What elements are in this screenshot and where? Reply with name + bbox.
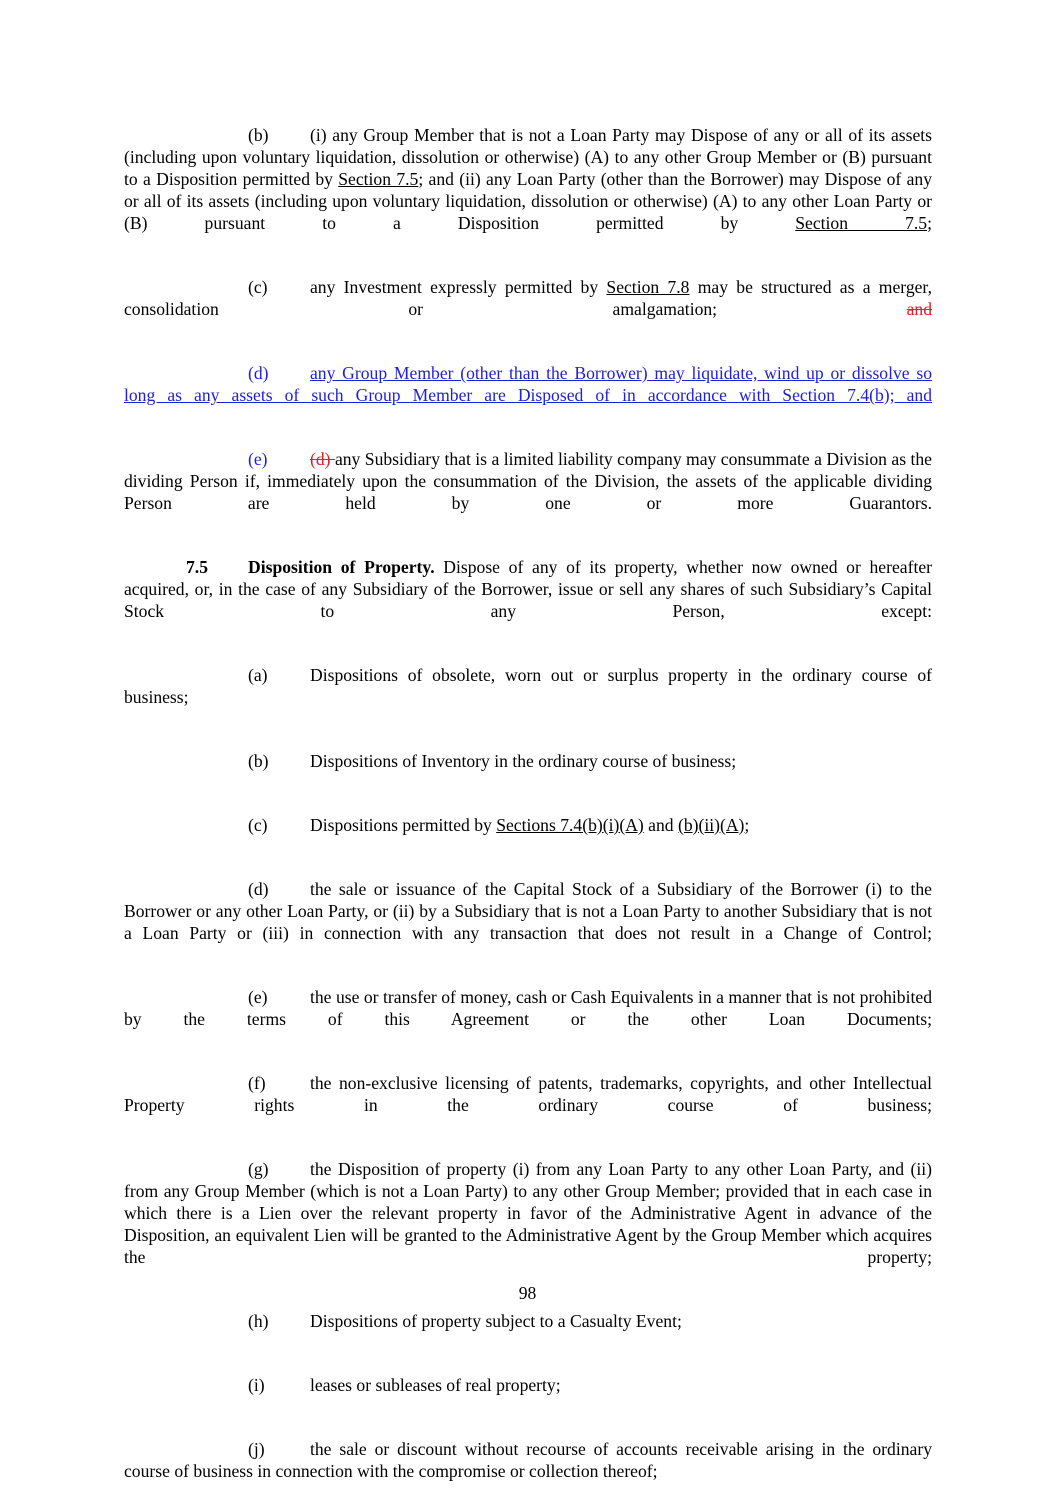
item-text: Dispositions of property subject to a Casualty Event; [310,1311,682,1331]
item-label: (b) [248,751,269,771]
item-b-inventory [124,750,932,794]
section-reference: Section 7.5 [338,169,419,189]
paragraph-c-investment-merger [124,276,932,342]
item-text: the Disposition of property (i) from any Loan Party to any other Loan Party, and (ii) from any Group Member (which is not a Loan Party) to any other Group Member; provided that in each case in which there is a Lien over the relevant property in favor of the Administrative Agent in advance of the Disposition, an equivalent Lien will be granted to the Administrative Agent by the Group Member which acquires the property; [124,1159,932,1267]
item-label: (i) [248,1375,265,1395]
deleted-text: and [906,299,932,319]
item-text: ; [744,815,750,835]
paragraph-text: any Investment expressly permitted by [310,277,607,297]
item-j-accounts-receivable [124,1438,932,1482]
deleted-text: (d) [310,449,335,469]
item-text: Dispositions of Inventory in the ordinary course of business; [310,751,737,771]
item-text: and [643,815,678,835]
item-h-casualty-event [124,1310,932,1354]
item-f-licensing [124,1072,932,1138]
page-number: 98 [518,1283,537,1303]
item-label: (c) [248,815,268,835]
paragraph-label: (d) [248,363,269,383]
item-c-permitted-dispositions [124,814,932,858]
item-text: the non-exclusive licensing of patents, trademarks, copyrights, and other Intellectual Property rights in the ordinary course of business; [124,1073,932,1115]
paragraph-text: Dispose of any of its property, whether now owned or hereafter acquired, or, in the case of any Subsidiary of the Borrower, issue or sell any shares of such Subsidiary’s Capital Stock to any Person, except: [124,557,932,621]
paragraph-label: (c) [248,277,268,297]
item-text: the sale or discount without recourse of accounts receivable arising in the ordinary course of business in connection with the compromise or collection thereof; [124,1439,932,1481]
item-i-leases [124,1374,932,1418]
item-text: Dispositions of obsolete, worn out or surplus property in the ordinary course of business; [124,665,932,707]
item-label: (g) [248,1159,269,1179]
section-reference: (b)(ii)(A) [677,815,745,835]
item-label: (e) [248,987,268,1007]
paragraph-label: (e) [248,449,268,469]
item-a-obsolete-property [124,664,932,730]
item-e-cash-use [124,986,932,1052]
item-g-intra-group-disposition [124,1158,932,1290]
item-label: (d) [248,879,269,899]
paragraph-text: ; and (ii) any Loan Party (other than the Borrower) may Dispose of any or all of its assets (including upon voluntary liquidation, dissolution or otherwise) (A) to any other Loan Party or (B) pursuant to a Disposition permitted by [124,169,933,233]
section-7-5-disposition-of-property [124,556,932,644]
item-text: Dispositions permitted by [310,815,497,835]
section-heading: Disposition of Property. [248,557,435,577]
paragraph-e-division [124,448,932,536]
inserted-text: any Group Member (other than the Borrower) may liquidate, wind up or dissolve so long as any assets of such Group Member are Disposed of in accordance with Section 7.4(b); and [124,363,932,405]
paragraph-label: (b) [248,125,269,145]
item-text: leases or subleases of real property; [310,1375,561,1395]
paragraph-text: (i) any Group Member that is not a Loan Party may Dispose of any or all of its assets (including upon voluntary liquidation, dissolution or otherwise) (A) to any other Group Member or (B) pursuant to a Disposition permitted by [124,125,932,189]
section-reference: Section 7.8 [606,277,690,297]
section-reference: Sections 7.4(b)(i)(A) [496,815,644,835]
item-label: (f) [248,1073,266,1093]
paragraph-text: ; [927,213,932,233]
paragraph-b-group-member-dispositions [124,124,932,256]
item-d-capital-stock [124,878,932,966]
paragraph-d-liquidation-inserted [124,362,932,428]
item-label: (a) [248,665,268,685]
item-label: (h) [248,1311,269,1331]
item-label: (j) [248,1439,265,1459]
section-number: 7.5 [186,557,208,577]
item-text: the use or transfer of money, cash or Cash Equivalents in a manner that is not prohibited by the terms of this Agreement or the other Loan Documents; [124,987,932,1029]
paragraph-text: may be structured as a merger, consolidation or amalgamation; [124,277,932,319]
section-reference: Section 7.5 [795,213,928,233]
item-text: the sale or issuance of the Capital Stock of a Subsidiary of the Borrower (i) to the Borrower or any other Loan Party, or (ii) by a Subsidiary that is not a Loan Party to another Subsidiary that is not a Loan Party or (iii) in connection with any transaction that does not result in a Change of Control; [124,879,932,943]
paragraph-text: any Subsidiary that is a limited liability company may consummate a Division as the dividing Person if, immediately upon the consummation of the Division, the assets of the applicable dividing Person are held by one or more Guarantors. [124,449,932,513]
